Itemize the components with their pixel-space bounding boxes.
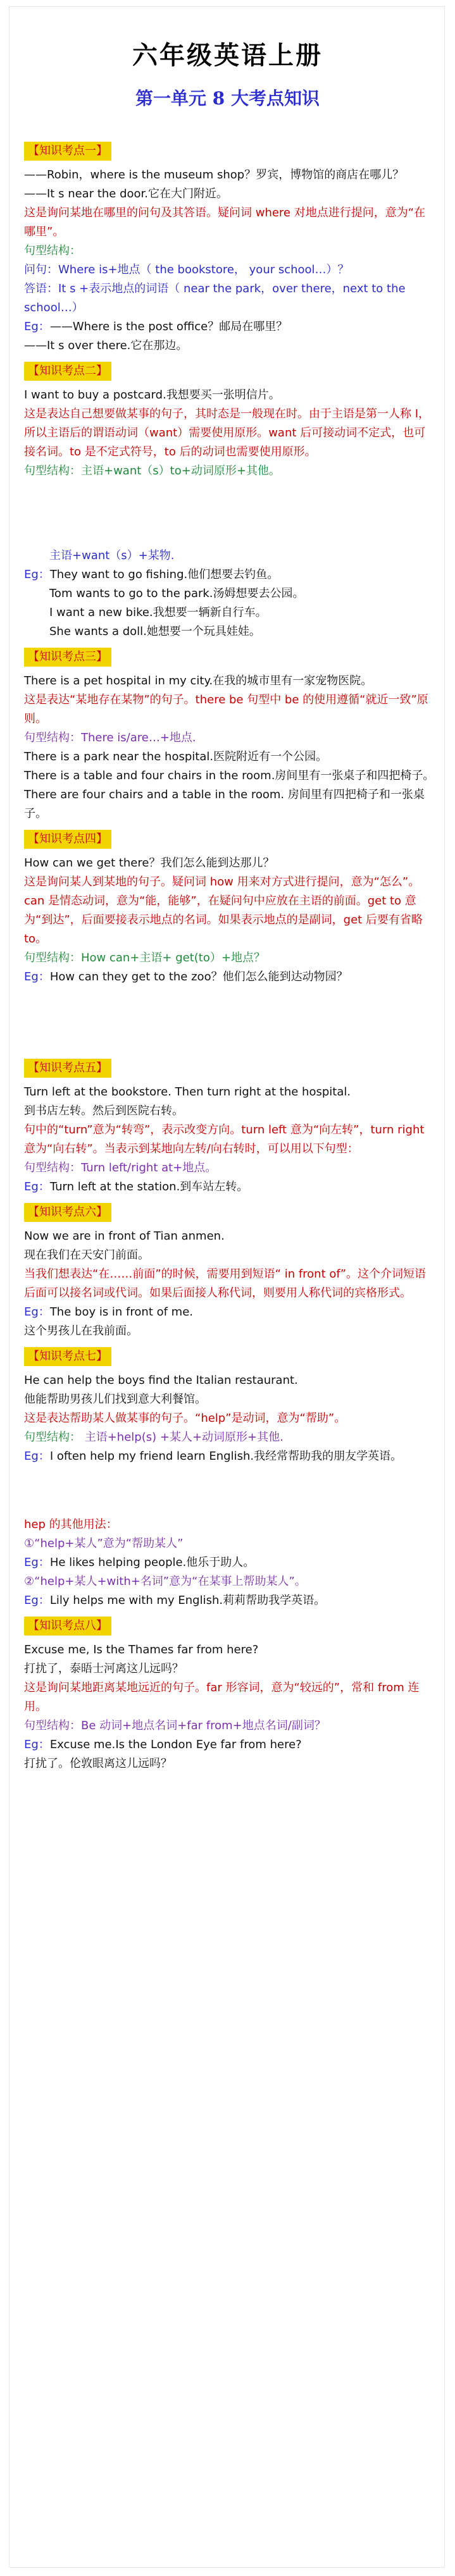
example-prefix: Eg： <box>24 1556 50 1569</box>
section-badge: 【知识考点六】 <box>24 1203 111 1222</box>
text-line: Tom wants to go to the park.汤姆想要去公园。 <box>49 587 304 600</box>
example-prefix: Eg： <box>24 320 50 333</box>
section-2-continued <box>24 546 435 641</box>
explanation: 这是表达帮助某人做某事的句子。“help”是动词，意为“帮助”。 <box>24 1412 346 1425</box>
section-help-usage <box>24 1515 435 1610</box>
example-line <box>24 1178 435 1197</box>
section-badge: 【知识考点三】 <box>24 648 111 667</box>
page-subtitle: 第一单元 8 大考点知识 <box>135 88 320 109</box>
example-text: Excuse me.Is the London Eye far from here? <box>49 1738 302 1751</box>
text-line: ——It s over there.它在那边。 <box>24 339 188 352</box>
section-badge: 【知识考点四】 <box>24 830 111 849</box>
pattern-line: 句型结构：Be 动词+地点名词+far from+地点名词/副词？ <box>24 1719 326 1732</box>
example-text: ——Where is the post office？邮局在哪里？ <box>49 320 288 333</box>
text-line: 他能帮助男孩儿们找到意大利餐馆。 <box>24 1393 206 1406</box>
text-line: Now we are in front of Tian anmen. <box>24 1229 225 1243</box>
text-line: 这个男孩儿在我前面。 <box>24 1324 138 1338</box>
example-text: They want to go fishing.他们想要去钓鱼。 <box>49 568 279 581</box>
usage-line: ①“help+某人”意为“帮助某人” <box>24 1537 184 1550</box>
example-prefix: Eg： <box>24 1738 50 1751</box>
pattern-line: 句型结构：主语+want（s）to+动词原形+其他。 <box>24 464 280 478</box>
pattern-text: 主语+help(s) +某人+动词原形+其他. <box>81 1431 284 1444</box>
example-text: Turn left at the station.到车站左转。 <box>49 1180 249 1193</box>
pattern-question: 问句：Where is+地点（ the bookstore， your school…）？ <box>24 263 349 276</box>
explanation: 这是表达自己想要做某事的句子，其时态是一般现在时。由于主语是第一人称 I，所以主语后的谓语动词（want）需要使用原形。want 后可接动词不定式，也可接名词。to 是不定式符号，to 后的动词也需要使用原形。 <box>24 407 430 459</box>
pattern-line <box>24 1428 435 1447</box>
text-line: She wants a doll.她想要一个玩具娃娃。 <box>49 625 261 638</box>
section-5 <box>24 1052 435 1197</box>
text-line: 到书店左转。然后到医院右转。 <box>24 1104 184 1118</box>
content <box>24 135 435 1773</box>
pattern-line: 句型结构：How can+主语+ get(to）+地点？ <box>24 951 265 964</box>
example-prefix: Eg： <box>24 970 50 983</box>
section-badge: 【知识考点八】 <box>24 1617 111 1636</box>
text-line: How can we get there？我们怎么能到达那儿？ <box>24 856 275 870</box>
section-6 <box>24 1197 435 1341</box>
text-line: 现在我们在天安门前面。 <box>24 1248 149 1262</box>
usage-line: ②“help+某人+with+名词”意为“在某事上帮助某人”。 <box>24 1575 306 1588</box>
example-text: The boy is in front of me. <box>49 1305 193 1319</box>
example-line <box>24 317 435 336</box>
example-prefix: Eg： <box>24 1180 50 1193</box>
section-7 <box>24 1341 435 1466</box>
pattern-heading: 句型结构： <box>24 244 81 257</box>
example-prefix: Eg： <box>24 1594 50 1607</box>
section-1 <box>24 135 435 355</box>
section-badge: 【知识考点七】 <box>24 1347 111 1366</box>
spacer <box>24 481 435 546</box>
pattern-prefix: 句型结构： <box>24 1431 81 1444</box>
example-text: Lily helps me with my English.莉莉帮助我学英语。 <box>49 1594 326 1607</box>
section-badge: 【知识考点五】 <box>24 1059 111 1078</box>
text-line: 打扰了，泰晤士河离这儿远吗？ <box>24 1662 184 1675</box>
explanation: 这是询问某地距离某地远近的句子。far 形容词，意为“较远的”，常和 from 连用。 <box>24 1681 420 1713</box>
subheading: hep 的其他用法： <box>24 1518 118 1531</box>
spacer <box>24 987 435 1052</box>
example-text: He likes helping people.他乐于助人。 <box>49 1556 255 1569</box>
section-3 <box>24 641 435 823</box>
spacer <box>24 1466 435 1515</box>
pattern-line: 句型结构：There is/are…+地点. <box>24 731 196 744</box>
text-line: Turn left at the bookstore. Then turn right at the hospital. <box>24 1085 351 1099</box>
text-line: I want to buy a postcard.我想要买一张明信片。 <box>24 388 280 402</box>
example-line <box>24 968 435 987</box>
pattern-answer: 答语：It s +表示地点的词语（ near the park，over there，next to the school…） <box>24 282 406 314</box>
explanation: 当我们想表达“在……前面”的时候，需要用到短语“ in front of”。这个介词短语后面可以接名词或代词。如果后面接人称代词，则要用人称代词的宾格形式。 <box>24 1267 427 1300</box>
text-line: There is a pet hospital in my city.在我的城市里有一家宠物医院。 <box>24 674 373 687</box>
explanation: 这是询问某人到某地的句子。疑问词 how 用来对方式进行提问，意为“怎么”。can 是情态动词，意为“能，能够”，在疑问句中应放在主语的前面。get to 意为“到达”，后面要接表示地点的名词。如果表示地点的是副词，get 后要有省略 to。 <box>24 875 423 946</box>
example-line <box>24 1447 435 1466</box>
explanation: 句中的“turn”意为“转弯”，表示改变方向。turn left 意为“向左转”，turn right 意为“向右转”。当表示到某地向左转/向右转时，可以用以下句型： <box>24 1123 425 1156</box>
example-prefix: Eg： <box>24 1305 50 1319</box>
text-line: ——Robin，where is the museum shop？罗宾，博物馆的商店在哪儿？ <box>24 168 404 182</box>
example-line <box>24 1591 435 1610</box>
example-line <box>24 565 435 584</box>
section-2 <box>24 355 435 481</box>
pattern-line: 主语+want（s）+某物. <box>49 549 175 562</box>
text-line: I want a new bike.我想要一辆新自行车。 <box>49 606 267 619</box>
example-line <box>24 1553 435 1572</box>
text-line: Excuse me, Is the Thames far from here? <box>24 1643 259 1656</box>
example-text: I often help my friend learn English.我经常帮助我的朋友学英语。 <box>49 1450 402 1463</box>
explanation: 这是表达“某地存在某物”的句子。there be 句型中 be 的使用遵循“就近一致”原则。 <box>24 693 428 725</box>
pattern-line: 句型结构：Turn left/right at+地点。 <box>24 1161 217 1174</box>
example-prefix: Eg： <box>24 1450 50 1463</box>
text-line: He can help the boys find the Italian restaurant. <box>24 1374 298 1387</box>
section-badge: 【知识考点一】 <box>24 142 111 161</box>
text-line: 打扰了。伦敦眼离这儿远吗？ <box>24 1757 172 1770</box>
section-8 <box>24 1610 435 1773</box>
example-prefix: Eg： <box>24 568 50 581</box>
example-text: How can they get to the zoo？他们怎么能到达动物园？ <box>49 970 348 983</box>
section-badge: 【知识考点二】 <box>24 362 111 381</box>
text-line: There is a table and four chairs in the room.房间里有一张桌子和四把椅子。 <box>24 769 435 782</box>
text-line: There are four chairs and a table in the room. 房间里有四把椅子和一张桌子。 <box>24 788 425 820</box>
section-4 <box>24 823 435 987</box>
explanation: 这是询问某地在哪里的问句及其答语。疑问词 where 对地点进行提问，意为“在哪里”。 <box>24 206 426 238</box>
example-line <box>24 1735 435 1754</box>
text-line: There is a park near the hospital.医院附近有一个公园。 <box>24 750 328 763</box>
page-title: 六年级英语上册 <box>132 40 323 70</box>
text-line: ——It s near the door.它在大门附近。 <box>24 187 228 200</box>
example-line <box>24 1303 435 1322</box>
